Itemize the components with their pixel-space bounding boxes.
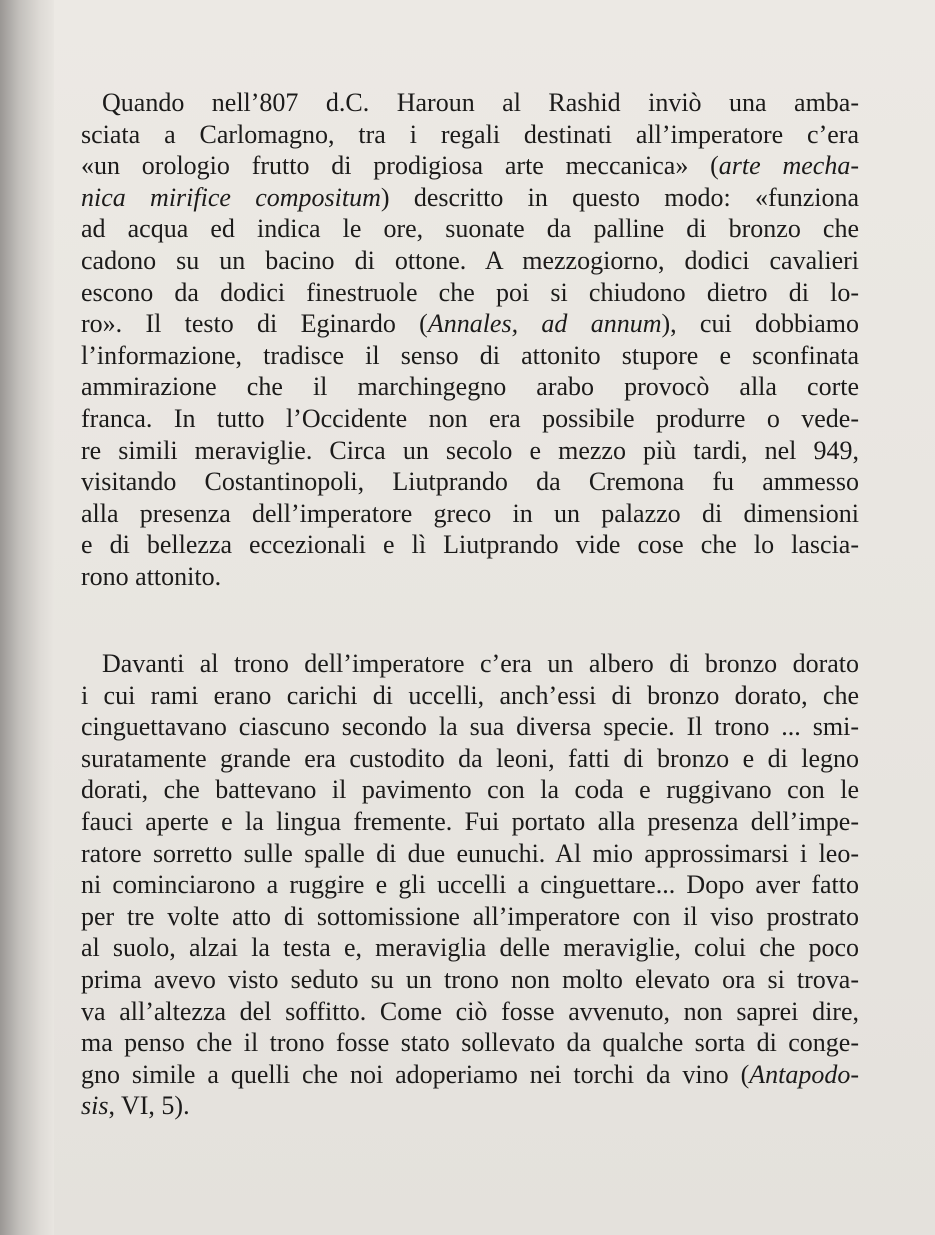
- text-line: cinguettavano ciascuno secondo la sua diversa specie. Il trono ... smi-: [81, 712, 859, 742]
- text-line: ad acqua ed indica le ore, suonate da palline di bronzo che: [81, 214, 859, 244]
- text-line: alla presenza dell’imperatore greco in un palazzo di dimensioni: [81, 498, 859, 528]
- text-line: e di bellezza eccezionali e lì Liutprando vide cose che lo lascia-: [81, 530, 859, 560]
- text-line: nica mirifice compositum) descritto in questo modo: «funziona: [81, 182, 860, 212]
- text-line: al suolo, alzai la testa e, meraviglia delle meraviglie, colui che poco: [81, 933, 859, 963]
- text-line: cadono su un bacino di ottone. A mezzogiorno, dodici cavalieri: [81, 245, 859, 275]
- text-line: ni cominciarono a ruggire e gli uccelli a cinguettare... Dopo aver fatto: [81, 870, 859, 900]
- text-line: franca. In tutto l’Occidente non era possibile produrre o vede-: [81, 403, 859, 433]
- text-line: escono da dodici finestruole che poi si chiudono dietro di lo-: [81, 277, 859, 307]
- paragraph-2-quotation: [81, 648, 859, 1122]
- text-line: ma penso che il trono fosse stato sollevato da qualche sorta di conge-: [81, 1028, 859, 1058]
- text-line: fauci aperte e la lingua fremente. Fui portato alla presenza dell’impe-: [81, 806, 859, 836]
- text-line: prima avevo visto seduto su un trono non molto elevato ora si trova-: [81, 964, 859, 994]
- text-line: i cui rami erano carichi di uccelli, anch’essi di bronzo dorato, che: [81, 680, 859, 710]
- text-line: visitando Costantinopoli, Liutprando da Cremona fu ammesso: [81, 467, 859, 497]
- text-line: «un orologio frutto di prodigiosa arte meccanica» (arte mecha-: [81, 151, 859, 181]
- text-line: dorati, che battevano il pavimento con la coda e ruggivano con le: [81, 775, 859, 805]
- text-line: ammirazione che il marchingegno arabo provocò alla corte: [81, 372, 859, 402]
- text-line: Quando nell’807 d.C. Haroun al Rashid inviò una amba-: [102, 88, 859, 117]
- page-gutter-shadow: [0, 0, 54, 1235]
- text-line: gno simile a quelli che noi adoperiamo nei torchi da vino (Antapodo-: [81, 1059, 859, 1089]
- text-line: ro». Il testo di Eginardo (Annales, ad annum), cui dobbiamo: [81, 309, 859, 339]
- text-line: re simili meraviglie. Circa un secolo e mezzo più tardi, nel 949,: [81, 435, 859, 465]
- text-line: l’informazione, tradisce il senso di attonito stupore e sconfinata: [81, 340, 859, 370]
- text-line: ratore sorretto sulle spalle di due eunuchi. Al mio approssimarsi i leo-: [81, 838, 859, 868]
- text-line: Davanti al trono dell’imperatore c’era un albero di bronzo dorato: [102, 649, 859, 678]
- text-line: suratamente grande era custodito da leoni, fatti di bronzo e di legno: [81, 743, 859, 773]
- text-line: per tre volte atto di sottomissione all’imperatore con il viso prostrato: [81, 901, 859, 931]
- text-line: sciata a Carlomagno, tra i regali destinati all’imperatore c’era: [81, 119, 859, 149]
- text-line: va all’altezza del soffitto. Come ciò fosse avvenuto, non saprei dire,: [81, 996, 859, 1026]
- text-line: rono attonito.: [81, 561, 222, 591]
- paragraph-1: [81, 87, 859, 593]
- text-line: sis, VI, 5).: [81, 1091, 190, 1121]
